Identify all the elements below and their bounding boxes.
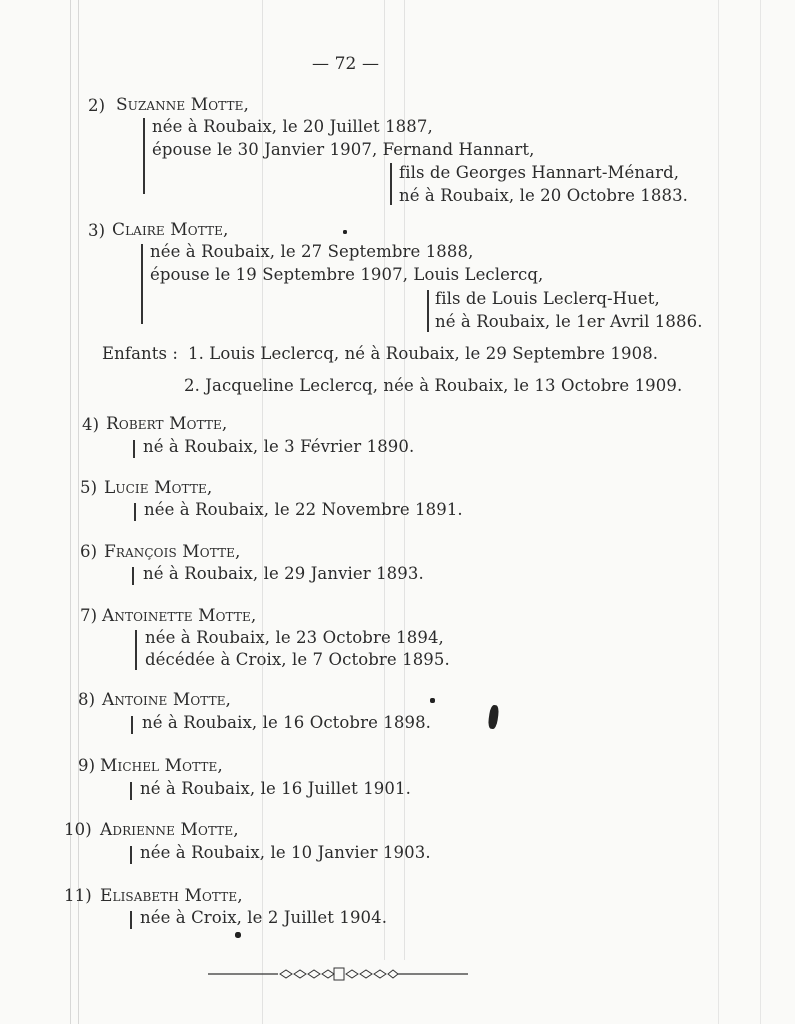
scan-smudge (430, 698, 435, 703)
bracket-bar (130, 846, 132, 864)
page-number: — 72 — (312, 54, 380, 74)
entry-line: née à Croix, le 2 Juillet 1904. (140, 908, 388, 927)
bracket-bar (134, 503, 136, 521)
spouse-line: fils de Georges Hannart-Ménard, (399, 163, 680, 182)
bracket-bar (141, 244, 143, 324)
entry-name: Lucie Motte, (104, 478, 213, 498)
scan-line (78, 0, 79, 1024)
entry-name: Suzanne Motte, (116, 95, 249, 115)
entry-line: née à Roubaix, le 27 Septembre 1888, (150, 242, 474, 261)
scan-smudge (235, 932, 241, 938)
child-line: 2. Jacqueline Leclercq, née à Roubaix, le 13 Octobre 1909. (184, 376, 683, 395)
entry-number: 8) (78, 690, 96, 709)
scan-line (760, 0, 761, 1024)
entry-number: 4) (82, 415, 100, 434)
bracket-bar (130, 911, 132, 929)
children-label: Enfants : (102, 344, 179, 363)
bracket-bar (390, 163, 392, 205)
scan-line (718, 0, 719, 1024)
bracket-bar (130, 782, 132, 800)
entry-number: 3) (88, 221, 106, 240)
entry-name: Robert Motte, (106, 414, 228, 434)
entry-number: 9) (78, 756, 96, 775)
spouse-line: né à Roubaix, le 20 Octobre 1883. (399, 186, 689, 205)
bracket-bar (132, 567, 134, 585)
entry-line: né à Roubaix, le 16 Octobre 1898. (142, 713, 432, 732)
entry-line: née à Roubaix, le 20 Juillet 1887, (152, 117, 433, 136)
entry-number: 6) (80, 542, 98, 561)
entry-number: 5) (80, 478, 98, 497)
bracket-bar (131, 716, 133, 734)
scan-line (70, 0, 71, 1024)
entry-number: 2) (88, 96, 106, 115)
entry-line: épouse le 30 Janvier 1907, Fernand Hannart, (152, 140, 535, 159)
bracket-bar (427, 290, 429, 332)
entry-line: née à Roubaix, le 22 Novembre 1891. (144, 500, 463, 519)
entry-name: Elisabeth Motte, (100, 886, 243, 906)
entry-name: Antoine Motte, (102, 690, 232, 710)
entry-name: Claire Motte, (112, 220, 229, 240)
entry-number: 11) (64, 886, 92, 905)
entry-line: née à Roubaix, le 23 Octobre 1894, (145, 628, 444, 647)
entry-name: Michel Motte, (100, 756, 223, 776)
entry-line: décédée à Croix, le 7 Octobre 1895. (145, 650, 450, 669)
entry-line: épouse le 19 Septembre 1907, Louis Leclercq, (150, 265, 544, 284)
entry-name: Adrienne Motte, (100, 820, 239, 840)
bracket-bar (143, 118, 145, 194)
scan-smudge (487, 704, 499, 729)
spouse-line: fils de Louis Leclerq-Huet, (435, 289, 660, 308)
ornament-divider-icon (208, 964, 468, 984)
scan-smudge (343, 230, 347, 234)
entry-line: née à Roubaix, le 10 Janvier 1903. (140, 843, 431, 862)
entry-name: Antoinette Motte, (102, 606, 257, 626)
child-line: 1. Louis Leclercq, né à Roubaix, le 29 Septembre 1908. (188, 344, 659, 363)
entry-number: 10) (64, 820, 92, 839)
bracket-bar (133, 440, 135, 458)
entry-line: né à Roubaix, le 3 Février 1890. (143, 437, 415, 456)
entry-line: né à Roubaix, le 29 Janvier 1893. (143, 564, 424, 583)
bracket-bar (135, 630, 137, 670)
spouse-line: né à Roubaix, le 1er Avril 1886. (435, 312, 703, 331)
entry-number: 7) (80, 606, 98, 625)
entry-name: François Motte, (104, 542, 241, 562)
entry-line: né à Roubaix, le 16 Juillet 1901. (140, 779, 411, 798)
